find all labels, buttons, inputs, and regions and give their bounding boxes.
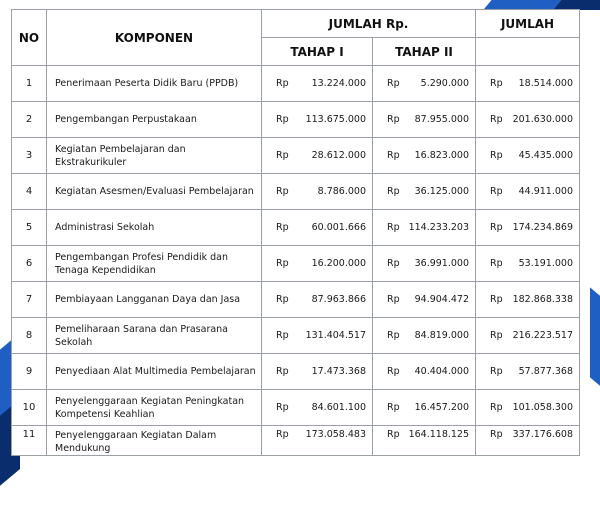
row-number: 2	[12, 102, 47, 138]
row-tahap-2-cell	[373, 426, 476, 456]
currency-label: Rp	[276, 150, 289, 161]
row-tahap-2-cell	[373, 174, 476, 210]
currency-label: Rp	[490, 366, 503, 377]
header-no: NO	[12, 10, 47, 66]
header-tahap-1: TAHAP I	[262, 38, 373, 66]
table-row	[12, 102, 580, 138]
currency-label: Rp	[276, 402, 289, 413]
row-tahap-2-value: 114.233.203	[408, 222, 470, 233]
row-jumlah-value: 18.514.000	[518, 78, 574, 89]
header-tahap-2: TAHAP II	[373, 38, 476, 66]
row-number: 3	[12, 138, 47, 174]
row-tahap-2-value: 5.290.000	[420, 78, 470, 89]
currency-label: Rp	[490, 222, 503, 233]
row-jumlah-value: 44.911.000	[518, 186, 574, 197]
currency-label: Rp	[276, 429, 289, 440]
currency-label: Rp	[490, 114, 503, 125]
currency-label: Rp	[490, 294, 503, 305]
currency-label: Rp	[387, 402, 400, 413]
table-row	[12, 210, 580, 246]
row-tahap-2-cell	[373, 138, 476, 174]
currency-label: Rp	[490, 186, 503, 197]
table-row	[12, 390, 580, 426]
table-row	[12, 138, 580, 174]
row-tahap-1-value: 28.612.000	[311, 150, 366, 161]
budget-table	[11, 9, 580, 456]
row-jumlah-cell	[476, 318, 580, 354]
row-tahap-2-cell	[373, 66, 476, 102]
row-tahap-1-cell	[262, 426, 373, 456]
row-jumlah-cell	[476, 102, 580, 138]
row-tahap-1-cell	[262, 174, 373, 210]
row-komponen: Kegiatan Asesmen/Evaluasi Pembelajaran	[47, 174, 262, 210]
table-row	[12, 426, 580, 456]
currency-label: Rp	[387, 330, 400, 341]
row-jumlah-value: 45.435.000	[518, 150, 574, 161]
row-jumlah-value: 101.058.300	[512, 402, 574, 413]
row-tahap-1-cell	[262, 354, 373, 390]
currency-label: Rp	[490, 78, 503, 89]
row-number: 5	[12, 210, 47, 246]
row-komponen: Pemeliharaan Sarana dan Prasarana Sekolah	[47, 318, 262, 354]
currency-label: Rp	[276, 330, 289, 341]
row-tahap-2-cell	[373, 282, 476, 318]
currency-label: Rp	[387, 294, 400, 305]
currency-label: Rp	[490, 258, 503, 269]
row-jumlah-value: 216.223.517	[512, 330, 574, 341]
currency-label: Rp	[276, 186, 289, 197]
row-number: 10	[12, 390, 47, 426]
row-tahap-2-value: 84.819.000	[414, 330, 470, 341]
row-number: 9	[12, 354, 47, 390]
currency-label: Rp	[387, 78, 400, 89]
row-tahap-2-cell	[373, 210, 476, 246]
row-tahap-1-value: 87.963.866	[311, 294, 366, 305]
row-komponen: Pengembangan Profesi Pendidik dan Tenaga Kependidikan	[47, 246, 262, 282]
row-jumlah-value: 337.176.608	[512, 429, 574, 440]
currency-label: Rp	[387, 258, 400, 269]
row-komponen: Administrasi Sekolah	[47, 210, 262, 246]
header-jumlah: JUMLAH	[476, 10, 580, 38]
row-tahap-1-cell	[262, 318, 373, 354]
row-jumlah-cell	[476, 210, 580, 246]
table-row	[12, 174, 580, 210]
table-row	[12, 318, 580, 354]
row-tahap-1-value: 84.601.100	[311, 402, 366, 413]
table-header-row	[12, 10, 580, 38]
row-number: 8	[12, 318, 47, 354]
row-tahap-1-value: 131.404.517	[305, 330, 366, 341]
currency-label: Rp	[490, 402, 503, 413]
currency-label: Rp	[490, 429, 503, 440]
table-row	[12, 66, 580, 102]
row-number: 11	[12, 426, 47, 456]
row-jumlah-cell	[476, 426, 580, 456]
row-tahap-1-cell	[262, 246, 373, 282]
row-jumlah-cell	[476, 174, 580, 210]
currency-label: Rp	[490, 330, 503, 341]
row-tahap-1-value: 60.001.666	[311, 222, 366, 233]
row-komponen: Kegiatan Pembelajaran dan Ekstrakurikuler	[47, 138, 262, 174]
table-row	[12, 246, 580, 282]
row-tahap-2-value: 36.991.000	[414, 258, 470, 269]
row-jumlah-value: 182.868.338	[512, 294, 574, 305]
row-tahap-2-cell	[373, 246, 476, 282]
row-jumlah-cell	[476, 390, 580, 426]
currency-label: Rp	[276, 366, 289, 377]
row-number: 6	[12, 246, 47, 282]
row-jumlah-cell	[476, 138, 580, 174]
currency-label: Rp	[387, 366, 400, 377]
row-komponen: Penyelenggaraan Kegiatan Dalam Mendukung	[47, 426, 262, 456]
row-tahap-2-value: 36.125.000	[414, 186, 470, 197]
table-row	[12, 282, 580, 318]
header-jumlah-blank	[476, 38, 580, 66]
row-tahap-2-cell	[373, 390, 476, 426]
row-tahap-2-cell	[373, 102, 476, 138]
currency-label: Rp	[387, 222, 400, 233]
row-number: 1	[12, 66, 47, 102]
row-jumlah-cell	[476, 246, 580, 282]
row-tahap-2-cell	[373, 354, 476, 390]
currency-label: Rp	[276, 114, 289, 125]
row-jumlah-value: 174.234.869	[512, 222, 574, 233]
row-komponen: Pembiayaan Langganan Daya dan Jasa	[47, 282, 262, 318]
row-komponen: Penyelenggaraan Kegiatan Peningkatan Kompetensi Keahlian	[47, 390, 262, 426]
row-tahap-1-cell	[262, 66, 373, 102]
row-tahap-2-value: 16.457.200	[414, 402, 470, 413]
row-jumlah-cell	[476, 282, 580, 318]
header-komponen: KOMPONEN	[47, 10, 262, 66]
currency-label: Rp	[276, 294, 289, 305]
row-tahap-1-value: 16.200.000	[311, 258, 366, 269]
currency-label: Rp	[387, 114, 400, 125]
row-tahap-1-cell	[262, 282, 373, 318]
row-tahap-2-value: 40.404.000	[414, 366, 470, 377]
header-jumlah-rp: JUMLAH Rp.	[262, 10, 476, 38]
row-komponen: Penyediaan Alat Multimedia Pembelajaran	[47, 354, 262, 390]
row-tahap-2-value: 87.955.000	[414, 114, 470, 125]
currency-label: Rp	[276, 78, 289, 89]
row-tahap-1-value: 13.224.000	[311, 78, 366, 89]
row-tahap-1-cell	[262, 102, 373, 138]
row-tahap-1-value: 17.473.368	[311, 366, 366, 377]
currency-label: Rp	[276, 258, 289, 269]
row-jumlah-value: 201.630.000	[512, 114, 574, 125]
row-number: 4	[12, 174, 47, 210]
row-number: 7	[12, 282, 47, 318]
currency-label: Rp	[387, 186, 400, 197]
row-tahap-2-value: 164.118.125	[408, 429, 470, 440]
currency-label: Rp	[490, 150, 503, 161]
row-tahap-1-cell	[262, 390, 373, 426]
row-tahap-2-value: 16.823.000	[414, 150, 470, 161]
currency-label: Rp	[387, 429, 400, 440]
decor-shape	[590, 287, 600, 402]
row-jumlah-cell	[476, 354, 580, 390]
row-komponen: Pengembangan Perpustakaan	[47, 102, 262, 138]
row-komponen: Penerimaan Peserta Didik Baru (PPDB)	[47, 66, 262, 102]
row-tahap-1-cell	[262, 138, 373, 174]
row-tahap-1-value: 173.058.483	[305, 429, 366, 440]
row-tahap-2-value: 94.904.472	[414, 294, 470, 305]
row-jumlah-cell	[476, 66, 580, 102]
row-jumlah-value: 57.877.368	[518, 366, 574, 377]
row-tahap-1-cell	[262, 210, 373, 246]
currency-label: Rp	[387, 150, 400, 161]
row-tahap-2-cell	[373, 318, 476, 354]
table-row	[12, 354, 580, 390]
row-tahap-1-value: 8.786.000	[317, 186, 366, 197]
row-jumlah-value: 53.191.000	[518, 258, 574, 269]
row-tahap-1-value: 113.675.000	[305, 114, 366, 125]
currency-label: Rp	[276, 222, 289, 233]
